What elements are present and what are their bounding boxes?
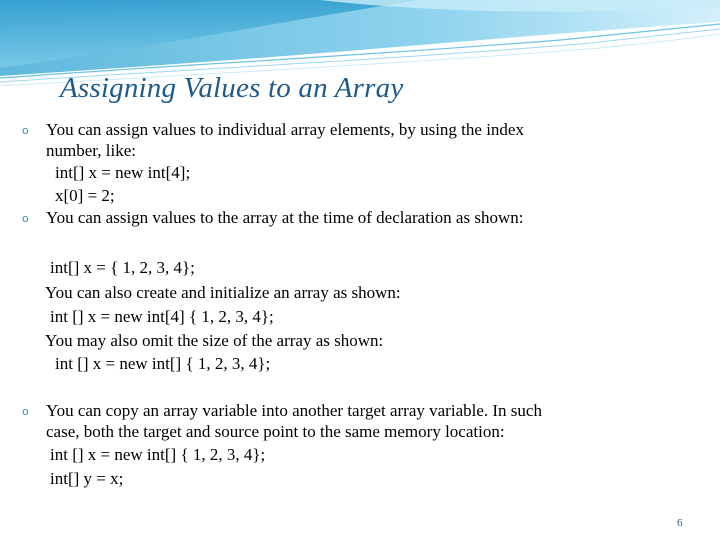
code-line: x[0] = 2; (55, 186, 115, 205)
code-line: int[] y = x; (50, 469, 124, 488)
bullet-1-line-1: You can assign values to individual array elements, by using the index (46, 120, 524, 139)
bullet-2-line-3: You can also create and initialize an array as shown: (45, 283, 401, 302)
bullet-3-line-2: case, both the target and source point to the same memory location: (46, 422, 505, 441)
page-number: 6 (677, 517, 683, 529)
bullet-2-line-5: You may also omit the size of the array as shown: (45, 331, 384, 350)
code-line: int[] x = { 1, 2, 3, 4}; (50, 258, 195, 277)
slide-title: Assigning Values to an Array (60, 72, 404, 104)
bullet-2-line-1: You can assign values to the array at the time of declaration as shown: (46, 208, 524, 227)
bullet-marker: o (22, 212, 29, 225)
code-line: int [] x = new int[] { 1, 2, 3, 4}; (50, 445, 266, 464)
bullet-marker: o (22, 405, 29, 418)
bullet-3-line-1: You can copy an array variable into another target array variable. In such (46, 401, 542, 420)
code-line: int [] x = new int[4] { 1, 2, 3, 4}; (50, 307, 274, 326)
code-line: int [] x = new int[] { 1, 2, 3, 4}; (55, 354, 271, 373)
code-line: int[] x = new int[4]; (55, 163, 191, 182)
bullet-1-line-2: number, like: (46, 141, 136, 160)
bullet-marker: o (22, 124, 29, 137)
